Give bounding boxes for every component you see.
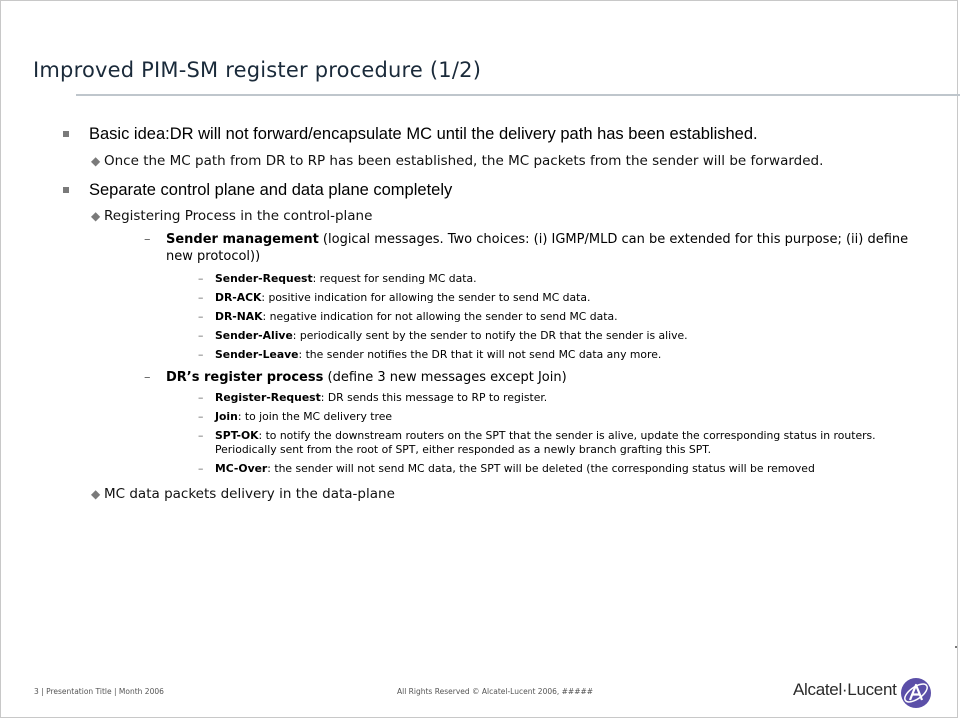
- bullet-level4: [60, 291, 910, 305]
- dash-bullet-icon: –: [198, 272, 204, 285]
- bullet-text: : request for sending MC data.: [312, 272, 477, 285]
- bullet-text: : to join the MC delivery tree: [237, 410, 392, 423]
- bullet-level4: [60, 429, 910, 457]
- bullet-bold: Sender-Alive: [215, 329, 293, 342]
- bullet-text: : the sender will not send MC data, the SPT will be deleted (the corresponding status will be removed: [267, 462, 815, 475]
- dash-bullet-icon: –: [198, 462, 204, 475]
- dash-bullet-icon: –: [198, 391, 204, 404]
- footer-page-info: 3 | Presentation Title | Month 2006: [34, 687, 164, 696]
- bullet-bold: Sender-Leave: [215, 348, 299, 361]
- square-bullet-icon: [63, 131, 69, 137]
- bullet-bold: SPT-OK: [215, 429, 259, 442]
- bullet-bold: DR-NAK: [215, 310, 263, 323]
- bullet-level1: [60, 179, 910, 201]
- bullet-level4: [60, 310, 910, 324]
- bullet-bold: MC-Over: [215, 462, 268, 475]
- diamond-bullet-icon: ◆: [91, 209, 101, 223]
- footer-copyright: All Rights Reserved © Alcatel-Lucent 2006, #####: [397, 687, 594, 696]
- square-bullet-icon: [63, 187, 69, 193]
- corner-dot: [955, 646, 957, 648]
- bullet-text: (logical messages. Two choices: (i) IGMP/MLD can be extended for this purpose; (ii) define new protocol)): [166, 232, 909, 264]
- bullet-bold: Register-Request: [215, 391, 321, 404]
- bullet-bold: DR’s register process: [166, 370, 324, 385]
- bullet-level2: [60, 206, 910, 226]
- title-divider: [76, 94, 960, 96]
- bullet-text: Registering Process in the control-plane: [104, 208, 373, 224]
- company-logo-text: Alcatel·Lucent: [793, 680, 897, 699]
- bullet-level3: [60, 369, 910, 386]
- slide-title: Improved PIM-SM register procedure (1/2): [33, 58, 482, 82]
- bullet-text: : negative indication for not allowing the sender to send MC data.: [262, 310, 618, 323]
- bullet-level1: [60, 123, 910, 145]
- bullet-text: Basic idea:DR will not forward/encapsulate MC until the delivery path has been established.: [89, 125, 758, 143]
- bullet-level4: [60, 348, 910, 362]
- dash-bullet-icon: –: [144, 232, 151, 247]
- diamond-bullet-icon: ◆: [91, 154, 101, 168]
- bullet-text: : DR sends this message to RP to register.: [320, 391, 548, 404]
- dash-bullet-icon: –: [198, 348, 204, 361]
- bullet-text: Once the MC path from DR to RP has been established, the MC packets from the sender will be forwarded.: [104, 153, 824, 169]
- dash-bullet-icon: –: [198, 329, 204, 342]
- dash-bullet-icon: –: [198, 310, 204, 323]
- bullet-text: MC data packets delivery in the data-plane: [104, 486, 395, 502]
- bullet-text: : the sender notifies the DR that it will not send MC data any more.: [298, 348, 662, 361]
- bullet-text: : positive indication for allowing the sender to send MC data.: [261, 291, 591, 304]
- bullet-level4: [60, 272, 910, 286]
- bullet-level4: [60, 462, 910, 476]
- bullet-level4: [60, 391, 910, 405]
- bullet-level2: [60, 484, 910, 504]
- dash-bullet-icon: –: [198, 429, 204, 442]
- bullet-bold: Sender management: [166, 232, 319, 247]
- bullet-bold: DR-ACK: [215, 291, 262, 304]
- dash-bullet-icon: –: [198, 410, 204, 423]
- dash-bullet-icon: –: [144, 370, 151, 385]
- bullet-text: : to notify the downstream routers on the SPT that the sender is alive, update the corresponding status in routers. Periodically sent from the root of SPT, either responded as a newly branch grafting this SPT.: [215, 429, 876, 456]
- bullet-level4: [60, 329, 910, 343]
- bullet-level4: [60, 410, 910, 424]
- bullet-bold: Sender-Request: [215, 272, 313, 285]
- slide-body: [60, 123, 910, 504]
- bullet-bold: Join: [215, 410, 238, 423]
- alcatel-lucent-logo-icon: [900, 677, 932, 709]
- bullet-level2: [60, 151, 910, 171]
- bullet-level3: [60, 231, 910, 265]
- bullet-text: : periodically sent by the sender to notify the DR that the sender is alive.: [292, 329, 688, 342]
- bullet-text: Separate control plane and data plane completely: [89, 181, 453, 199]
- dash-bullet-icon: –: [198, 291, 204, 304]
- bullet-text: (define 3 new messages except Join): [323, 370, 567, 385]
- diamond-bullet-icon: ◆: [91, 487, 101, 501]
